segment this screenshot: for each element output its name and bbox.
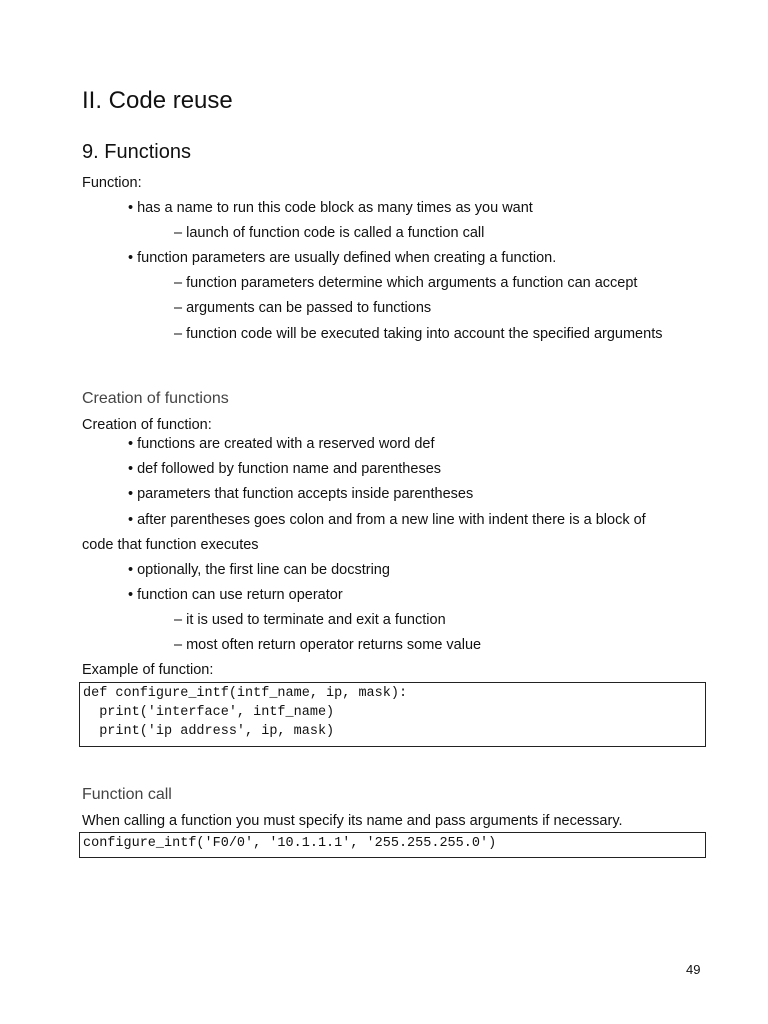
intro-bullet-2-sub-3: – function code will be executed taking into account the specified arguments: [174, 326, 663, 342]
function-code-block: [79, 682, 706, 747]
creation-bullet-3: • parameters that function accepts inside parentheses: [128, 486, 474, 502]
creation-heading: Creation of functions: [82, 390, 229, 407]
chapter-title: II. Code reuse: [82, 87, 233, 114]
call-code-line: configure_intf('F0/0', '10.1.1.1', '255.255.255.0'): [83, 836, 497, 851]
intro-bullet-2-sub-2: – arguments can be passed to functions: [174, 300, 432, 316]
page-number: 49: [686, 962, 701, 977]
function-call-heading: Function call: [82, 786, 172, 803]
creation-bullet-4-line-2: code that function executes: [82, 537, 259, 553]
intro-bullet-2-sub-1: – function parameters determine which arguments a function can accept: [174, 275, 638, 291]
creation-bullet-1: • functions are created with a reserved word def: [128, 436, 435, 452]
creation-bullet-5: • optionally, the first line can be docstring: [128, 562, 390, 578]
code-line-2: print('interface', intf_name): [83, 705, 335, 720]
function-call-text: When calling a function you must specify its name and pass arguments if necessary.: [82, 813, 623, 829]
creation-bullet-6-sub-2: – most often return operator returns some value: [174, 637, 482, 653]
creation-label: Creation of function:: [82, 417, 212, 433]
code-line-1: def configure_intf(intf_name, ip, mask):: [83, 686, 408, 701]
creation-bullet-4-line-1: • after parentheses goes colon and from a new line with indent there is a block of: [128, 512, 646, 528]
creation-bullet-2: • def followed by function name and parentheses: [128, 461, 442, 477]
code-line-3: print('ip address', ip, mask): [83, 724, 335, 739]
section-title: 9. Functions: [82, 141, 191, 163]
intro-label: Function:: [82, 175, 142, 191]
creation-bullet-6: • function can use return operator: [128, 587, 343, 603]
intro-bullet-2: • function parameters are usually defined when creating a function.: [128, 250, 557, 266]
creation-bullet-6-sub-1: – it is used to terminate and exit a function: [174, 612, 446, 628]
function-call-code-block: [79, 832, 706, 858]
intro-bullet-1: • has a name to run this code block as many times as you want: [128, 200, 533, 216]
intro-bullet-1-sub-1: – launch of function code is called a function call: [174, 225, 485, 241]
example-label: Example of function:: [82, 662, 214, 678]
